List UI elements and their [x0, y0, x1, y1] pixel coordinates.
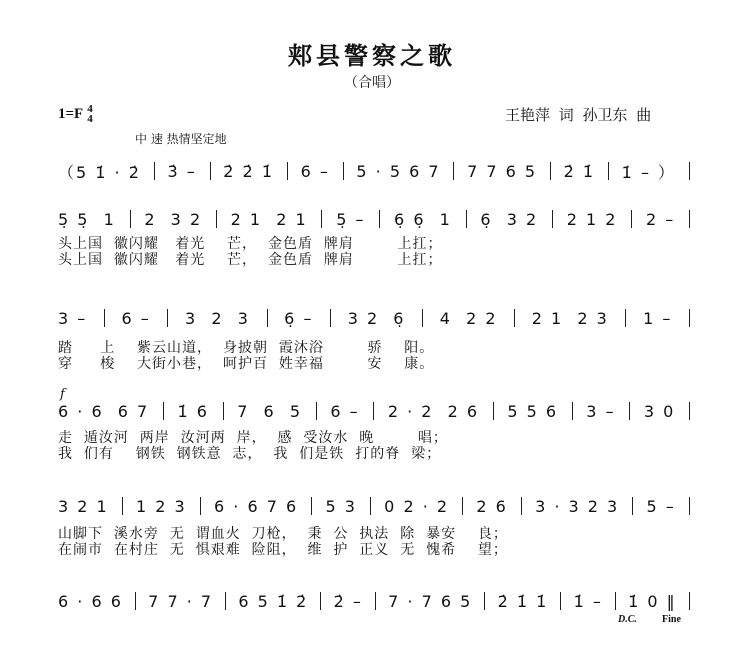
tempo-marking: 中 速 热情坚定地	[135, 132, 227, 146]
barline	[154, 162, 155, 180]
measure: 5 5 6	[507, 401, 559, 421]
measure: 6 –	[121, 308, 151, 328]
barline	[514, 309, 515, 327]
measure: 6 · 6 6	[58, 591, 123, 611]
measure: 2̇ 1̇ 1̇	[497, 591, 549, 611]
barline	[373, 402, 374, 420]
measure: 2 1 2	[566, 209, 618, 229]
measure: 5̣ –	[336, 209, 366, 229]
fine-marking: Fine	[662, 614, 681, 625]
measure: 1̇ 6	[177, 401, 209, 421]
measure: 2̇ 1̇	[563, 161, 596, 181]
barline	[484, 592, 485, 610]
barline	[200, 497, 201, 515]
measure: 6 –	[300, 161, 330, 181]
song-title: 郏县警察之歌	[288, 41, 456, 70]
measure: 3 –	[58, 308, 88, 328]
barline	[629, 402, 630, 420]
time-signature	[87, 104, 93, 124]
notation-system	[58, 400, 690, 422]
barline	[104, 309, 105, 327]
measure: 3 2 1	[58, 496, 109, 516]
measure: 2 3 2	[144, 209, 203, 229]
barline	[330, 309, 331, 327]
measure: 2 6	[476, 496, 508, 516]
measure: 6̣ 6̣ 1	[394, 209, 452, 229]
notation-system	[58, 495, 690, 517]
barline	[625, 309, 626, 327]
barline	[552, 210, 553, 228]
measure: 7 6 5	[237, 401, 303, 421]
barline	[632, 497, 633, 515]
barline	[689, 592, 690, 610]
time-bottom: 4	[87, 113, 93, 125]
notation-system	[58, 307, 690, 329]
measure: 2 –	[645, 209, 676, 229]
measure: 0 2 · 2	[384, 496, 450, 516]
lyric-line: 在闹市 在村庄 无 惧艰难 险阻， 维 护 正义 无 愧希 望；	[58, 542, 508, 558]
lyric-line: 踏 上 紫云山道， 身披朝 霞沐浴 骄 阳。	[58, 340, 435, 356]
barline	[225, 592, 226, 610]
measure: 1̇ –	[573, 591, 603, 611]
barline	[422, 309, 423, 327]
lyric-line: 走 遁汝河 两岸 汝河两 岸， 感 受汝水 晚 唱；	[58, 430, 448, 446]
measure: 1 –	[643, 308, 673, 328]
measure: 5 · 5 6 7	[356, 161, 441, 181]
barline	[135, 592, 136, 610]
lyric-line: 我 们有 钢铁 钢铁意 志， 我 们是铁 打的脊 梁；	[58, 446, 442, 462]
barline	[321, 210, 322, 228]
barline	[493, 402, 494, 420]
lyric-line: 穿 梭 大街小巷， 呵护百 姓幸福 安 康。	[58, 356, 435, 372]
barline	[267, 309, 268, 327]
key-signature	[58, 104, 93, 124]
barline	[223, 402, 224, 420]
barline	[163, 402, 164, 420]
authors: 王艳萍 词 孙卫东 曲	[505, 106, 652, 124]
measure: （5 1̇ · 2̇	[58, 162, 141, 182]
measure: 6 · 6 7 6	[214, 496, 299, 516]
barline	[320, 592, 321, 610]
barline	[615, 592, 616, 610]
barline	[316, 402, 317, 420]
barline	[216, 210, 217, 228]
measure: 2 1 2 3	[531, 308, 609, 328]
dynamic-marking: f	[60, 387, 65, 402]
measure: 6 –	[330, 401, 360, 421]
measure: 3 0	[643, 401, 676, 421]
measure: 1̇ 0 ‖	[628, 591, 677, 611]
measure: 4 2 2	[439, 308, 498, 328]
barline	[689, 210, 690, 228]
measure: 5 3	[325, 496, 357, 516]
lyric-line: 头上国 徽闪耀 着光 芒， 金色盾 牌肩 上扛；	[58, 252, 443, 268]
measure: 1 2 3	[136, 496, 187, 516]
key-label: 1=F	[58, 105, 84, 122]
barline	[167, 309, 168, 327]
barline	[466, 210, 467, 228]
notation-system	[58, 590, 690, 612]
barline	[287, 162, 288, 180]
measure: 6 5 1̇ 2̇	[238, 591, 309, 611]
barline	[550, 162, 551, 180]
measure: 6̣ 3 2	[480, 209, 539, 229]
barline	[689, 402, 690, 420]
barline	[560, 592, 561, 610]
barline	[375, 592, 376, 610]
lyric-line: 头上国 徽闪耀 着光 芒， 金色盾 牌肩 上扛；	[58, 236, 443, 252]
barline	[370, 497, 371, 515]
barline	[453, 162, 454, 180]
measure: 7 7 · 7	[148, 591, 214, 611]
barline	[311, 497, 312, 515]
measure: 2̇ –	[333, 591, 363, 611]
barline	[379, 210, 380, 228]
measure: 3 –	[586, 401, 616, 421]
barline	[343, 162, 344, 180]
barline	[210, 162, 211, 180]
barline	[689, 162, 690, 180]
subtitle: （合唱）	[344, 75, 400, 91]
barline	[521, 497, 522, 515]
measure: 3̇ –	[167, 161, 197, 181]
measure: 7 7 6 5	[467, 161, 538, 181]
notation-system	[58, 160, 690, 182]
barline	[608, 162, 609, 180]
barline	[689, 309, 690, 327]
barline	[689, 497, 690, 515]
barline	[122, 497, 123, 515]
measure: 6 · 6 6 7	[58, 401, 150, 421]
measure: 6̣ –	[284, 308, 314, 328]
lyric-line: 山脚下 溪水旁 无 谓血火 刀枪， 秉 公 执法 除 暴安 良；	[58, 526, 508, 542]
measure: 2̇ 2̇ 1̇	[223, 161, 274, 181]
measure: 1̇ – ）	[621, 162, 677, 182]
barline	[631, 210, 632, 228]
measure: 3 2 6̣	[347, 308, 406, 328]
measure: 3 · 3 2 3	[535, 496, 620, 516]
dc-marking: D.C.	[618, 614, 637, 625]
measure: 5̣ 5̣ 1	[58, 209, 116, 229]
barline	[462, 497, 463, 515]
measure: 2 · 2 2 6	[387, 401, 480, 421]
time-top: 4	[87, 103, 93, 115]
measure: 7 · 7 6 5	[388, 591, 473, 611]
barline	[572, 402, 573, 420]
barline	[130, 210, 131, 228]
measure: 5 –	[646, 496, 676, 516]
notation-system	[58, 208, 690, 230]
measure: 3 2 3	[185, 308, 250, 328]
measure: 2 1 2 1	[230, 209, 308, 229]
